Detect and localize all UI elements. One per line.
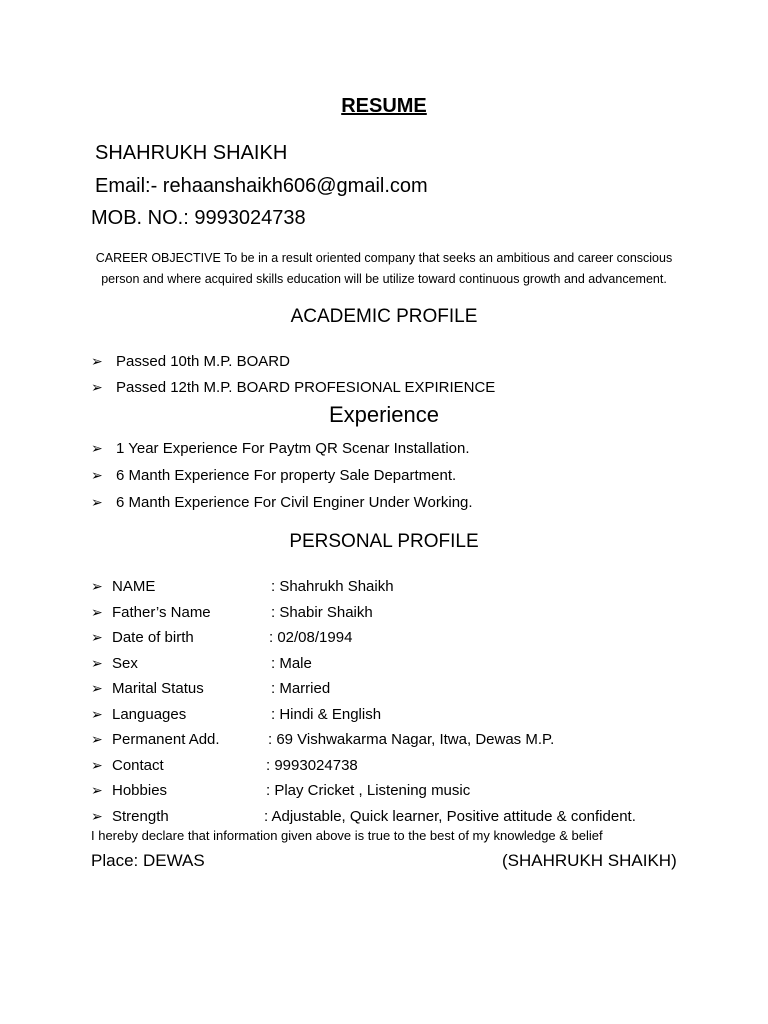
profile-row bbox=[91, 804, 636, 830]
personal-profile-list bbox=[91, 574, 636, 829]
arrow-bullet-icon: ➢ bbox=[91, 654, 103, 671]
profile-label: Father’s Name bbox=[112, 603, 211, 621]
experience-item: 6 Manth Experience For property Sale Department. bbox=[116, 467, 457, 484]
resume-title: RESUME bbox=[341, 95, 427, 117]
arrow-bullet-icon: ➢ bbox=[91, 807, 103, 824]
academic-profile-heading: ACADEMIC PROFILE bbox=[290, 306, 478, 327]
arrow-bullet-icon: ➢ bbox=[91, 629, 103, 646]
profile-row bbox=[91, 753, 358, 779]
place-text: Place: DEWAS bbox=[91, 851, 205, 870]
candidate-mobile: MOB. NO.: 9993024738 bbox=[91, 207, 306, 229]
profile-row bbox=[91, 702, 382, 728]
list-item bbox=[91, 435, 473, 462]
profile-row bbox=[91, 600, 373, 626]
profile-label: Marital Status bbox=[112, 680, 204, 698]
arrow-bullet-icon: ➢ bbox=[91, 378, 103, 395]
profile-value: : 9993024738 bbox=[266, 756, 358, 774]
profile-row bbox=[91, 727, 555, 753]
list-item bbox=[91, 374, 495, 400]
profile-label: Contact bbox=[112, 756, 164, 774]
experience-item: 1 Year Experience For Paytm QR Scenar Installation. bbox=[116, 440, 470, 457]
profile-label: Languages bbox=[112, 705, 187, 723]
arrow-bullet-icon: ➢ bbox=[91, 782, 103, 799]
experience-list bbox=[91, 435, 473, 516]
profile-value: : Shahrukh Shaikh bbox=[271, 578, 394, 596]
profile-label: Sex bbox=[112, 654, 138, 672]
arrow-bullet-icon: ➢ bbox=[91, 494, 103, 510]
career-objective: CAREER OBJECTIVE To be in a result oriented company that seeks an ambitious and career conscious person and where acquired skills education will be utilize toward continuous growth and advancement. bbox=[95, 251, 673, 286]
profile-label: NAME bbox=[112, 578, 156, 596]
arrow-bullet-icon: ➢ bbox=[91, 680, 103, 697]
academic-item: Passed 12th M.P. BOARD PROFESIONAL EXPIRIENCE bbox=[116, 378, 496, 396]
list-item bbox=[91, 462, 473, 489]
profile-value: : Adjustable, Quick learner, Positive attitude & confident. bbox=[264, 807, 636, 825]
arrow-bullet-icon: ➢ bbox=[91, 467, 103, 483]
experience-item: 6 Manth Experience For Civil Enginer Under Working. bbox=[116, 494, 473, 511]
profile-row bbox=[91, 651, 312, 677]
arrow-bullet-icon: ➢ bbox=[91, 440, 103, 456]
profile-label: Permanent Add. bbox=[112, 731, 220, 749]
signature-name: (SHAHRUKH SHAIKH) bbox=[502, 851, 677, 870]
arrow-bullet-icon: ➢ bbox=[91, 705, 103, 722]
personal-profile-heading: PERSONAL PROFILE bbox=[289, 531, 479, 552]
list-item bbox=[91, 348, 495, 374]
profile-value: : Play Cricket , Listening music bbox=[266, 782, 471, 800]
profile-row bbox=[91, 676, 331, 702]
profile-row bbox=[91, 574, 394, 600]
arrow-bullet-icon: ➢ bbox=[91, 731, 103, 748]
arrow-bullet-icon: ➢ bbox=[91, 578, 103, 595]
profile-value: : Hindi & English bbox=[271, 705, 382, 723]
academic-item: Passed 10th M.P. BOARD bbox=[116, 352, 290, 370]
arrow-bullet-icon: ➢ bbox=[91, 603, 103, 620]
candidate-email: Email:- rehaanshaikh606@gmail.com bbox=[95, 175, 428, 197]
profile-value: : Married bbox=[271, 680, 331, 698]
profile-value: : 02/08/1994 bbox=[269, 629, 353, 647]
experience-heading: Experience bbox=[328, 402, 440, 427]
profile-value: : 69 Vishwakarma Nagar, Itwa, Dewas M.P. bbox=[268, 731, 555, 749]
profile-label: Strength bbox=[112, 807, 169, 825]
arrow-bullet-icon: ➢ bbox=[91, 756, 103, 773]
profile-row bbox=[91, 778, 471, 804]
candidate-name: SHAHRUKH SHAIKH bbox=[95, 142, 288, 164]
profile-label: Hobbies bbox=[112, 782, 168, 800]
declaration-text: I hereby declare that information given above is true to the best of my knowledge & belief bbox=[91, 828, 603, 843]
arrow-bullet-icon: ➢ bbox=[91, 352, 103, 369]
profile-label: Date of birth bbox=[112, 629, 194, 647]
profile-row bbox=[91, 625, 353, 651]
profile-value: : Male bbox=[271, 654, 312, 672]
list-item bbox=[91, 489, 473, 516]
academic-list bbox=[91, 348, 495, 400]
profile-value: : Shabir Shaikh bbox=[271, 603, 373, 621]
